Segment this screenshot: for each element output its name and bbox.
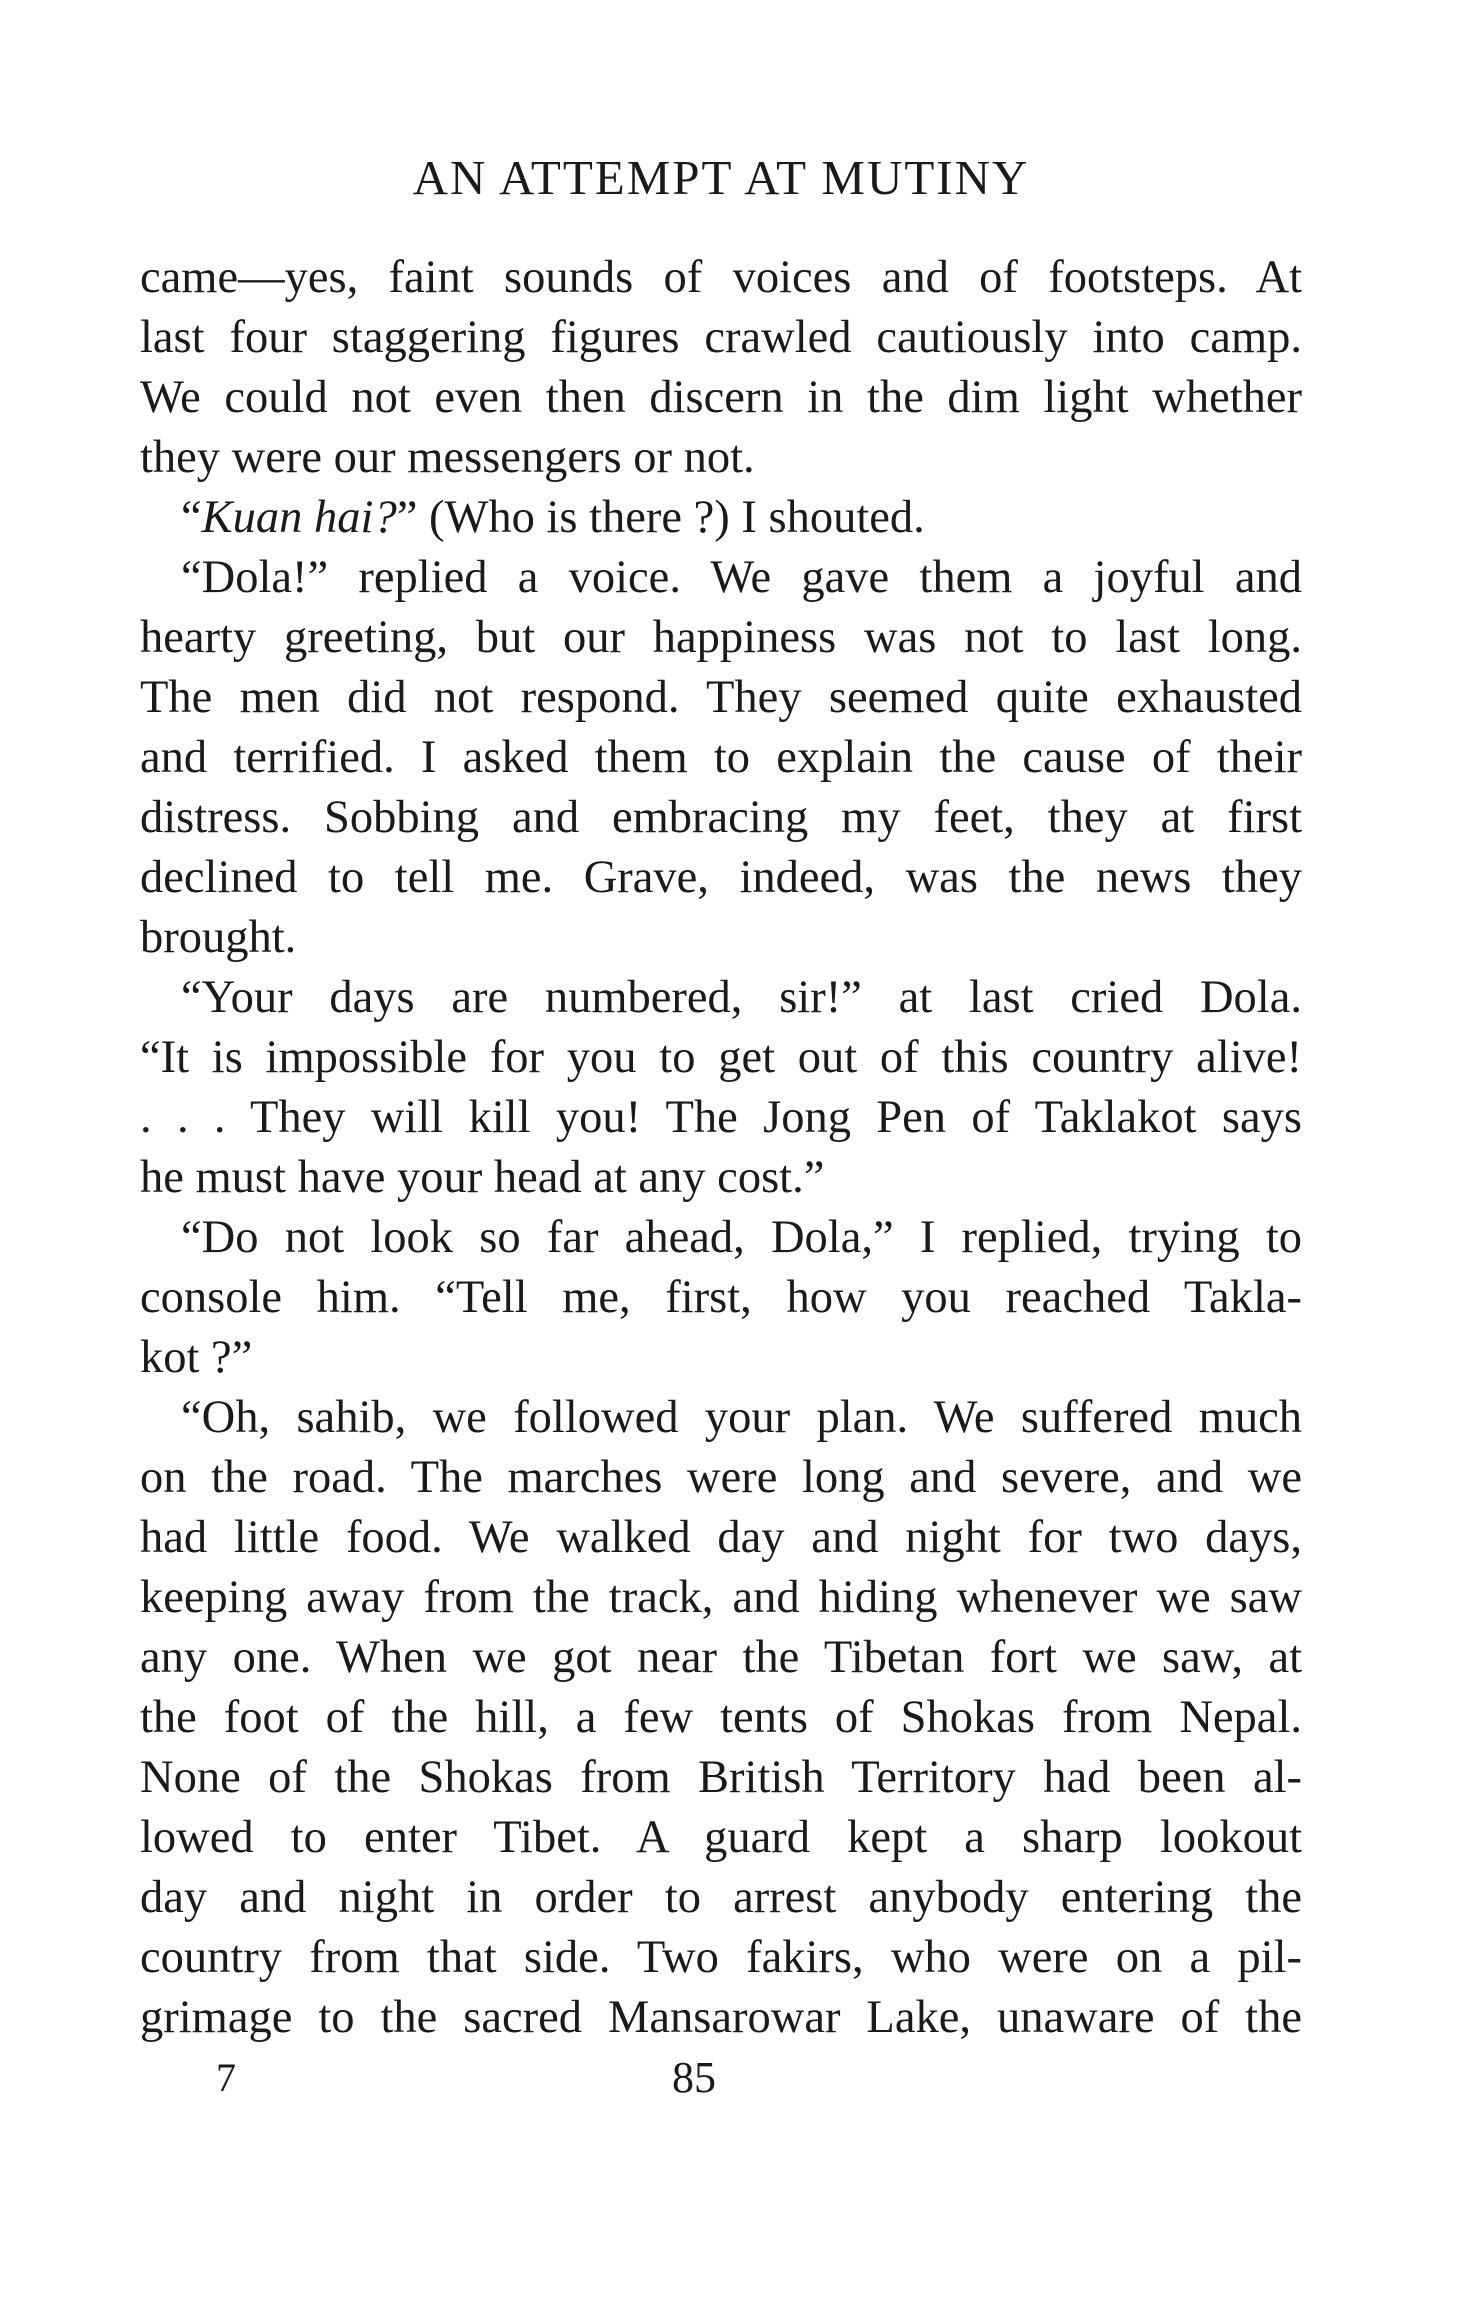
text-line: lowed to enter Tibet. A guard kept a sharp lookout <box>140 1812 1302 1863</box>
text-line: last four staggering figures crawled cautiously into camp. <box>140 312 1302 363</box>
text-line: “Dola!” replied a voice. We gave them a joyful and <box>181 552 1302 603</box>
text-line: . . . They will kill you! The Jong Pen of Taklakot says <box>140 1092 1302 1143</box>
text-line: brought. <box>140 912 297 963</box>
running-head: AN ATTEMPT AT MUTINY <box>412 150 1030 205</box>
text-line: keeping away from the track, and hiding whenever we saw <box>140 1572 1302 1623</box>
text-line: came—yes, faint sounds of voices and of footsteps. At <box>140 252 1302 303</box>
text-line: the foot of the hill, a few tents of Shokas from Nepal. <box>140 1692 1302 1743</box>
text-line: We could not even then discern in the dim light whether <box>140 372 1302 423</box>
text-line: “Kuan hai?” (Who is there ?) I shouted. <box>181 492 925 543</box>
text-line: he must have your head at any cost.” <box>140 1152 825 1203</box>
text-line: “Your days are numbered, sir!” at last cried Dola. <box>181 972 1302 1023</box>
text-line: hearty greeting, but our happiness was not to last long. <box>140 612 1302 663</box>
page-number: 85 <box>672 2053 716 2102</box>
text-line: they were our messengers or not. <box>140 432 755 483</box>
text-line: “It is impossible for you to get out of this country alive! <box>140 1032 1302 1083</box>
text-line: any one. When we got near the Tibetan fort we saw, at <box>140 1632 1302 1683</box>
text-line: had little food. We walked day and night for two days, <box>140 1512 1302 1563</box>
text-line: The men did not respond. They seemed quite exhausted <box>140 672 1302 723</box>
text-line: console him. “Tell me, first, how you reached Takla- <box>140 1272 1302 1323</box>
text-line: on the road. The marches were long and severe, and we <box>140 1452 1302 1503</box>
text-line: kot ?” <box>140 1332 253 1383</box>
text-line: “Do not look so far ahead, Dola,” I replied, trying to <box>181 1212 1302 1263</box>
text-line: None of the Shokas from British Territory had been al- <box>140 1752 1302 1803</box>
text-line: “Oh, sahib, we followed your plan. We suffered much <box>181 1392 1302 1443</box>
text-line: grimage to the sacred Mansarowar Lake, unaware of the <box>140 1992 1302 2043</box>
text-line: country from that side. Two fakirs, who were on a pil- <box>140 1932 1302 1983</box>
text-line: declined to tell me. Grave, indeed, was the news they <box>140 852 1302 903</box>
text-line: day and night in order to arrest anybody entering the <box>140 1872 1302 1923</box>
text-line: distress. Sobbing and embracing my feet, they at first <box>140 792 1302 843</box>
signature-mark: 7 <box>216 2055 236 2100</box>
text-line: and terrified. I asked them to explain the cause of their <box>140 732 1302 783</box>
